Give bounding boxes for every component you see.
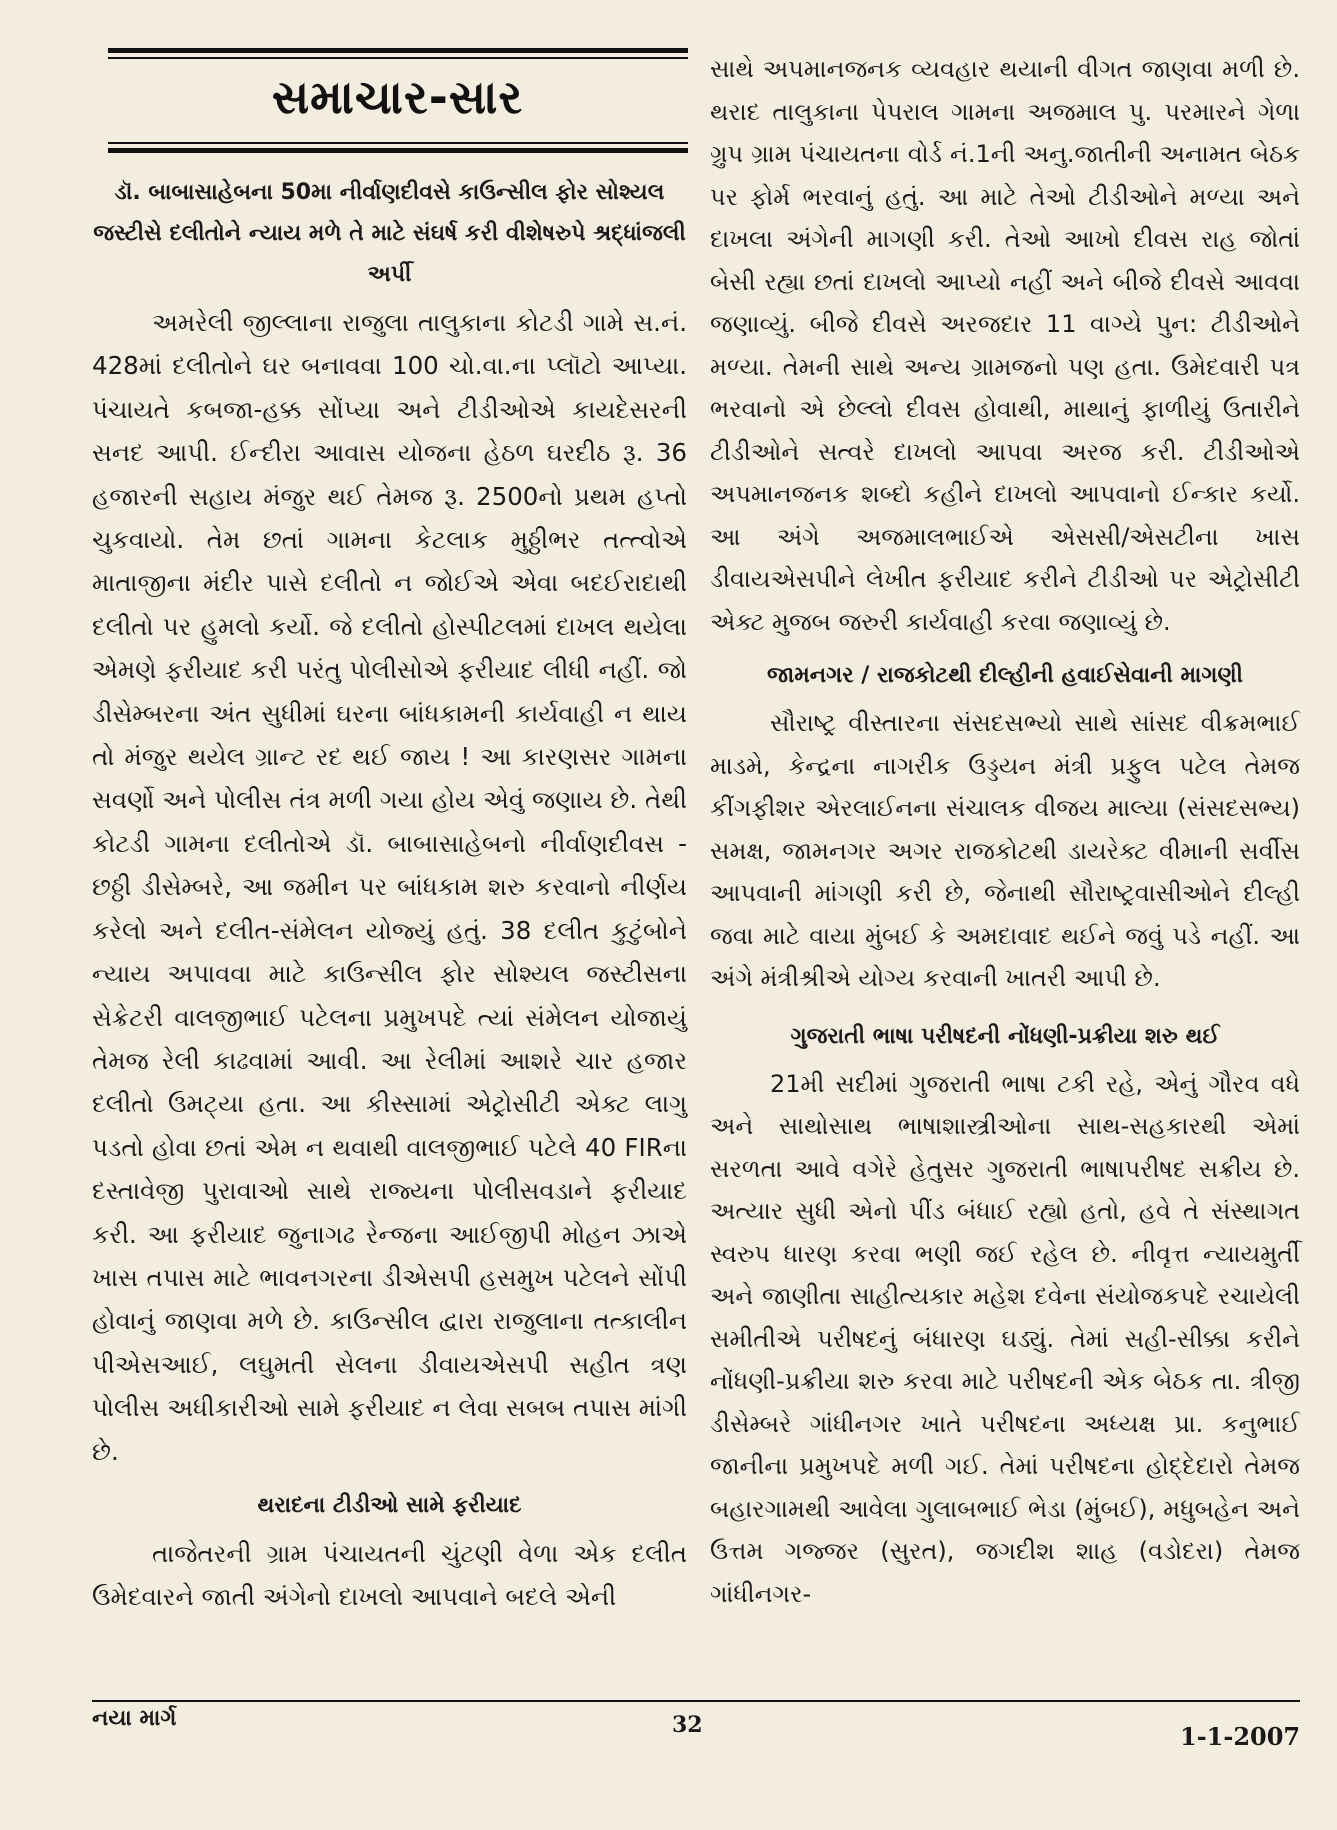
masthead-bottom-rule-thin	[108, 142, 688, 144]
article-body-tharad-continued: સાથે અપમાનજનક વ્યવહાર થયાની વીગત જાણવા મળી છે. થરાદ તાલુકાના પેપરાલ ગામના અજમાલ પુ. પરમારને ગેળા ગ્રુપ ગ્રામ પંચાયતના વોર્ડ નં.1ની અનુ.જાતીની અનામત બેઠક પર ફોર્મ ભરવાનું હતું. આ માટે તેઓ ટીડીઓને મળ્યા અને દાખલા અંગેની માગણી કરી. તેઓ આખો દીવસ રાહ જોતાં બેસી રહ્યા છતાં દાખલો આપ્યો નહીં અને બીજે દીવસે આવવા જણાવ્યું. બીજે દીવસે અરજદાર 11 વાગ્યે પુન: ટીડીઓને મળ્યા. તેમની સાથે અન્ય ગ્રામજનો પણ હતા. ઉમેદવારી પત્ર ભરવાનો એ છેલ્લો દીવસ હોવાથી, માથાનું ફાળીયું ઉતારીને ટીડીઓને સત્વરે દાખલો આપવા અરજ કરી. ટીડીઓએ અપમાનજનક શબ્દો કહીને દાખલો આપવાનો ઈન્કાર કર્યો. આ અંગે અજમાલભાઈએ એસસી/એસટીના ખાસ ડીવાયએસપીને લેખીત ફરીયાદ કરીને ટીડીઓ પર એટ્રોસીટી એક્ટ મુજબ જરુરી કાર્યવાહી કરવા જણાવ્યું છે.	[710, 55, 1300, 636]
article-heading-ambedkar: ડૉ. બાબાસાહેબના 50મા નીર્વાણદીવસે કાઉન્સીલ ફોર સોશ્યલ જસ્ટીસે દલીતોને ન્યાય મળે તે માટે સંઘર્ષ કરી વીશેષરુપે શ્રદ્ધાંજલી અર્પી	[93, 180, 686, 287]
issue-date: 1-1-2007	[1180, 1722, 1301, 1751]
article-body-ambedkar: અમરેલી જીલ્લાના રાજુલા તાલુકાના કોટડી ગામે સ.નં. 428માં દલીતોને ઘર બનાવવા 100 ચો.વા.ના પ્લૉટો આપ્યા. પંચાયતે કબજા-હક્ક સોંપ્યા અને ટીડીઓએ કાયદેસરની સનદ આપી. ઈન્દીરા આવાસ યોજના હેઠળ ઘરદીઠ રૂ. 36 હજારની સહાય મંજુર થઈ તેમજ રૂ. 2500નો પ્રથમ હપ્તો ચુકવાયો. તેમ છતાં ગામના કેટલાક મુઠ્ઠીભર તત્ત્વોએ માતાજીના મંદીર પાસે દલીતો ન જોઈએ એવા બદઈરાદાથી દલીતો પર હુમલો કર્યો. જે દલીતો હોસ્પીટલમાં દાખલ થયેલા એમણે ફરીયાદ કરી પરંતુ પોલીસોએ ફરીયાદ લીધી નહીં. જો ડીસેમ્બરના અંત સુધીમાં ઘરના બાંધકામની કાર્યવાહી ન થાય તો મંજુર થયેલ ગ્રાન્ટ રદ થઈ જાય ! આ કારણસર ગામના સવર્ણો અને પોલીસ તંત્ર મળી ગયા હોય એવું જણાય છે. તેથી કોટડી ગામના દલીતોએ ડૉ. બાબાસાહેબનો નીર્વાણદીવસ - છઠ્ઠી ડીસેમ્બરે, આ જમીન પર બાંધકામ શરુ કરવાનો નીર્ણય કરેલો અને દલીત-સંમેલન યોજ્યું હતું. 38 દલીત કુટુંબોને ન્યાય અપાવવા માટે કાઉન્સીલ ફોર સોશ્યલ જસ્ટીસના સેક્રેટરી વાલજીભાઈ પટેલના પ્રમુખપદે ત્યાં સંમેલન યોજાયું તેમજ રેલી કાઢવામાં આવી. આ રેલીમાં આશરે ચાર હજાર દલીતો ઉમટ્યા હતા. આ કીસ્સામાં એટ્રોસીટી એક્ટ લાગુ પડતો હોવા છતાં એમ ન થવાથી વાલજીભાઈ પટેલે 40 FIRના દસ્તાવેજી પુરાવાઓ સાથે રાજ્યના પોલીસવડાને ફરીયાદ કરી. આ ફરીયાદ જુનાગઢ રેન્જના આઈજીપી મોહન ઝાએ ખાસ તપાસ માટે ભાવનગરના ડીએસપી હસમુખ પટેલને સોંપી હોવાનું જાણવા મળે છે. કાઉન્સીલ દ્વારા રાજુલાના તત્કાલીન પીએસઆઈ, લઘુમતી સેલના ડીવાયએસપી સહીત ત્રણ પોલીસ અધીકારીઓ સામે ફરીયાદ ન લેવા સબબ તપાસ માંગી છે.	[92, 308, 687, 1466]
page-number: 32	[672, 1712, 703, 1738]
article-body-airservice: સૌરાષ્ટ્ર વીસ્તારના સંસદસભ્યો સાથે સાંસદ વીક્રમભાઈ માડમે, કેન્દ્રના નાગરીક ઉડ્ડયન મંત્રી પ્રફુલ પટેલ તેમજ કીંગફીશર એરલાઈનના સંચાલક વીજય માલ્યા (સંસદસભ્ય) સમક્ષ, જામનગર અગર રાજકોટથી ડાયરેક્ટ વીમાની સર્વીસ આપવાની માંગણી કરી છે, જેનાથી સૌરાષ્ટ્રવાસીઓને દીલ્હી જવા માટે વાયા મુંબઈ કે અમદાવાદ થઈને જવું પડે નહીં. આ અંગે મંત્રીશ્રીએ યોગ્ય કરવાની ખાતરી આપી છે.	[710, 709, 1300, 992]
left-column	[92, 172, 687, 1619]
article-heading-airservice: જામનગર / રાજકોટથી દીલ્હીની હવાઈસેવાની માગણી	[767, 663, 1243, 688]
masthead-top-rule-thin	[108, 57, 688, 59]
article-body-tharad: તાજેતરની ગ્રામ પંચાયતની ચુંટણી વેળા એક દલીત ઉમેદવારને જાતી અંગેનો દાખલો આપવાને બદલે એની	[92, 1538, 687, 1612]
article-heading-tharad: થરાદના ટીડીઓ સામે ફરીયાદ	[257, 1492, 522, 1518]
article-heading-bhasha-parishad: ગુજરાતી ભાષા પરીષદની નોંધણી-પ્રક્રીયા શરુ થઈ	[790, 1023, 1220, 1049]
publication-name: નયા માર્ગ	[92, 1705, 177, 1731]
masthead-top-rule-thick	[108, 48, 688, 53]
masthead-bottom-rule-thick	[108, 148, 688, 153]
footer-rule	[92, 1700, 1300, 1702]
section-title: સમાચાર-સાર	[271, 70, 524, 124]
article-body-bhasha-parishad: 21મી સદીમાં ગુજરાતી ભાષા ટકી રહે, એનું ગૌરવ વધે અને સાથોસાથ ભાષાશાસ્ત્રીઓના સાથ-સહકારથી એમાં સરળતા આવે વગેરે હેતુસર ગુજરાતી ભાષાપરીષદ સક્રીય છે. અત્યાર સુધી એનો પીંડ બંધાઈ રહ્યો હતો, હવે તે સંસ્થાગત સ્વરુપ ધારણ કરવા ભણી જઈ રહેલ છે. નીવૃત્ત ન્યાયમુર્તી અને જાણીતા સાહીત્યકાર મહેશ દવેના સંયોજકપદે રચાયેલી સમીતીએ પરીષદનું બંધારણ ઘડ્યું. તેમાં સહી-સીક્કા કરીને નોંધણી-પ્રક્રીયા શરુ કરવા માટે પરીષદની એક બેઠક તા. ત્રીજી ડીસેમ્બરે ગાંધીનગર ખાતે પરીષદના અધ્યક્ષ પ્રા. કનુભાઈ જાનીના પ્રમુખપદે મળી ગઈ. તેમાં પરીષદના હોદ્દેદારો તેમજ બહારગામથી આવેલા ગુલાબભાઈ ભેડા (મુંબઈ), મધુબહેન અને ઉત્તમ ગજ્જર (સુરત), જગદીશ શાહ (વડોદરા) તેમજ ગાંધીનગર-	[710, 1069, 1300, 1608]
right-column	[710, 48, 1300, 1615]
